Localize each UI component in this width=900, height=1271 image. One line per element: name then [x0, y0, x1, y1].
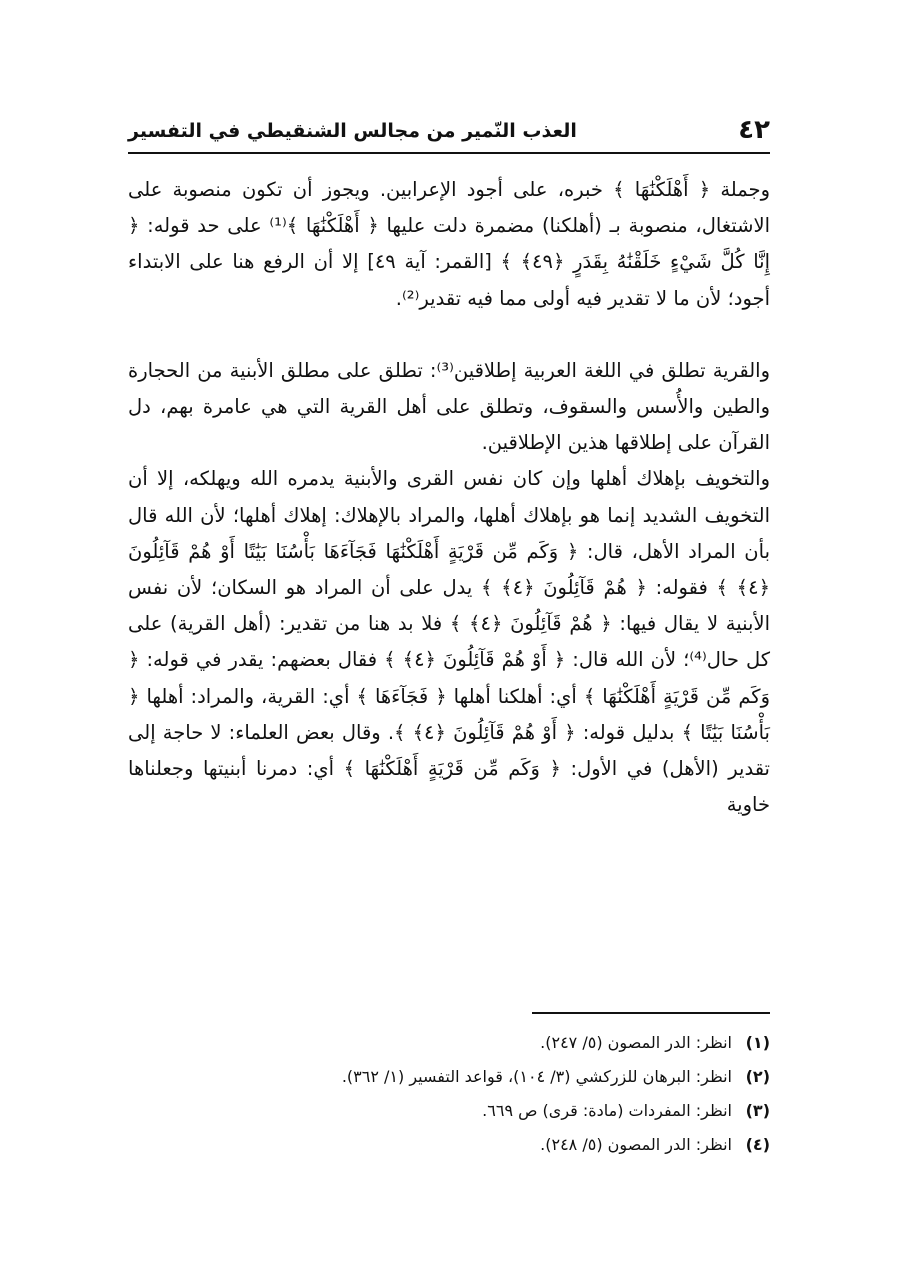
- footnotes: [128, 1026, 770, 1162]
- footnote-number: (٢): [745, 1067, 770, 1086]
- paragraph-2: والقرية تطلق في اللغة العربية إطلاقين⁽³⁾: تطلق على مطلق الأبنية من الحجارة والطين والأُسس والسقوف، وتطلق على أهل القرية التي هي عامرة بهم، دل القرآن على إطلاقها هذين الإطلاقين.: [128, 358, 770, 455]
- footnote-number: (٣): [745, 1101, 770, 1120]
- running-title: العذب النّمير من مجالس الشنقيطي في التفسير: [128, 120, 577, 142]
- footnote-1: [128, 1026, 770, 1060]
- page-header: [128, 112, 770, 154]
- footnote-3: [128, 1094, 770, 1128]
- footnote-text: انظر: المفردات (مادة: قرى) ص ٦٦٩.: [482, 1101, 732, 1120]
- footnote-4: [128, 1128, 770, 1162]
- footnote-text: انظر: الدر المصون (٥/ ٢٤٧).: [540, 1033, 732, 1052]
- page-number: ٤٢: [738, 115, 770, 145]
- paragraph-1: وجملة ﴿ أَهْلَكْنَٰهَا ﴾ خبره، على أجود الإعرابين. ويجوز أن تكون منصوبة على الاشتغال، منصوبة بـ (أهلكنا) مضمرة دلت عليها ﴿ أَهْلَكْنَٰهَا ﴾⁽¹⁾ على حد قوله: ﴿ إِنَّا كُلَّ شَيْءٍ خَلَقْنَٰهُ بِقَدَرٍ ﴿٤٩﴾ ﴾ [القمر: آية ٤٩] إلا أن الرفع هنا على الابتداء أجود؛ لأن ما لا تقدير فيه أولى مما فيه تقدير⁽²⁾.: [128, 178, 770, 310]
- footnote-number: (٤): [745, 1135, 770, 1154]
- footnote-text: انظر: الدر المصون (٥/ ٢٤٨).: [540, 1135, 732, 1154]
- separator-line: [532, 1012, 770, 1014]
- footnote-number: (١): [745, 1033, 770, 1052]
- footnote-text: انظر: البرهان للزركشي (٣/ ١٠٤)، قواعد التفسير (١/ ٣٦٢).: [341, 1067, 732, 1086]
- paragraph-3: والتخويف بإهلاك أهلها وإن كان نفس القرى والأبنية يدمره الله ويهلكه، إلا أن التخويف الشديد إنما هو بإهلاك أهلها، والمراد بالإهلاك: إهلاك أهلها؛ لأن الله قال بأن المراد الأهل، قال: ﴿ وَكَم مِّن قَرْيَةٍ أَهْلَكْنَٰهَا فَجَآءَهَا بَأْسُنَا بَيَٰتًا أَوْ هُمْ قَآئِلُونَ ﴿٤﴾ ﴾ فقوله: ﴿ هُمْ قَآئِلُونَ ﴿٤﴾ ﴾ يدل على أن المراد هو السكان؛ لأن نفس الأبنية لا يقال فيها: ﴿ هُمْ قَآئِلُونَ ﴿٤﴾ ﴾ فلا بد هنا من تقدير: (أهل القرية) على كل حال⁽⁴⁾؛ لأن الله قال: ﴿ أَوْ هُمْ قَآئِلُونَ ﴿٤﴾ ﴾ فقال بعضهم: يقدر في قوله: ﴿ وَكَم مِّن قَرْيَةٍ أَهْلَكْنَٰهَا ﴾ أي: أهلكنا أهلها ﴿ فَجَآءَهَا ﴾ أي: القرية، والمراد: أهلها ﴿ بَأْسُنَا بَيَٰتًا ﴾ بدليل قوله: ﴿ أَوْ هُمْ قَآئِلُونَ ﴿٤﴾ ﴾. وقال بعض العلماء: لا حاجة إلى تقدير (الأهل) في الأول: ﴿ وَكَم مِّن قَرْيَةٍ أَهْلَكْنَٰهَا ﴾ أي: دمرنا أبنيتها وجعلناها خاوية: [128, 467, 771, 817]
- main-text: [128, 172, 770, 823]
- footnote-2: [128, 1060, 770, 1094]
